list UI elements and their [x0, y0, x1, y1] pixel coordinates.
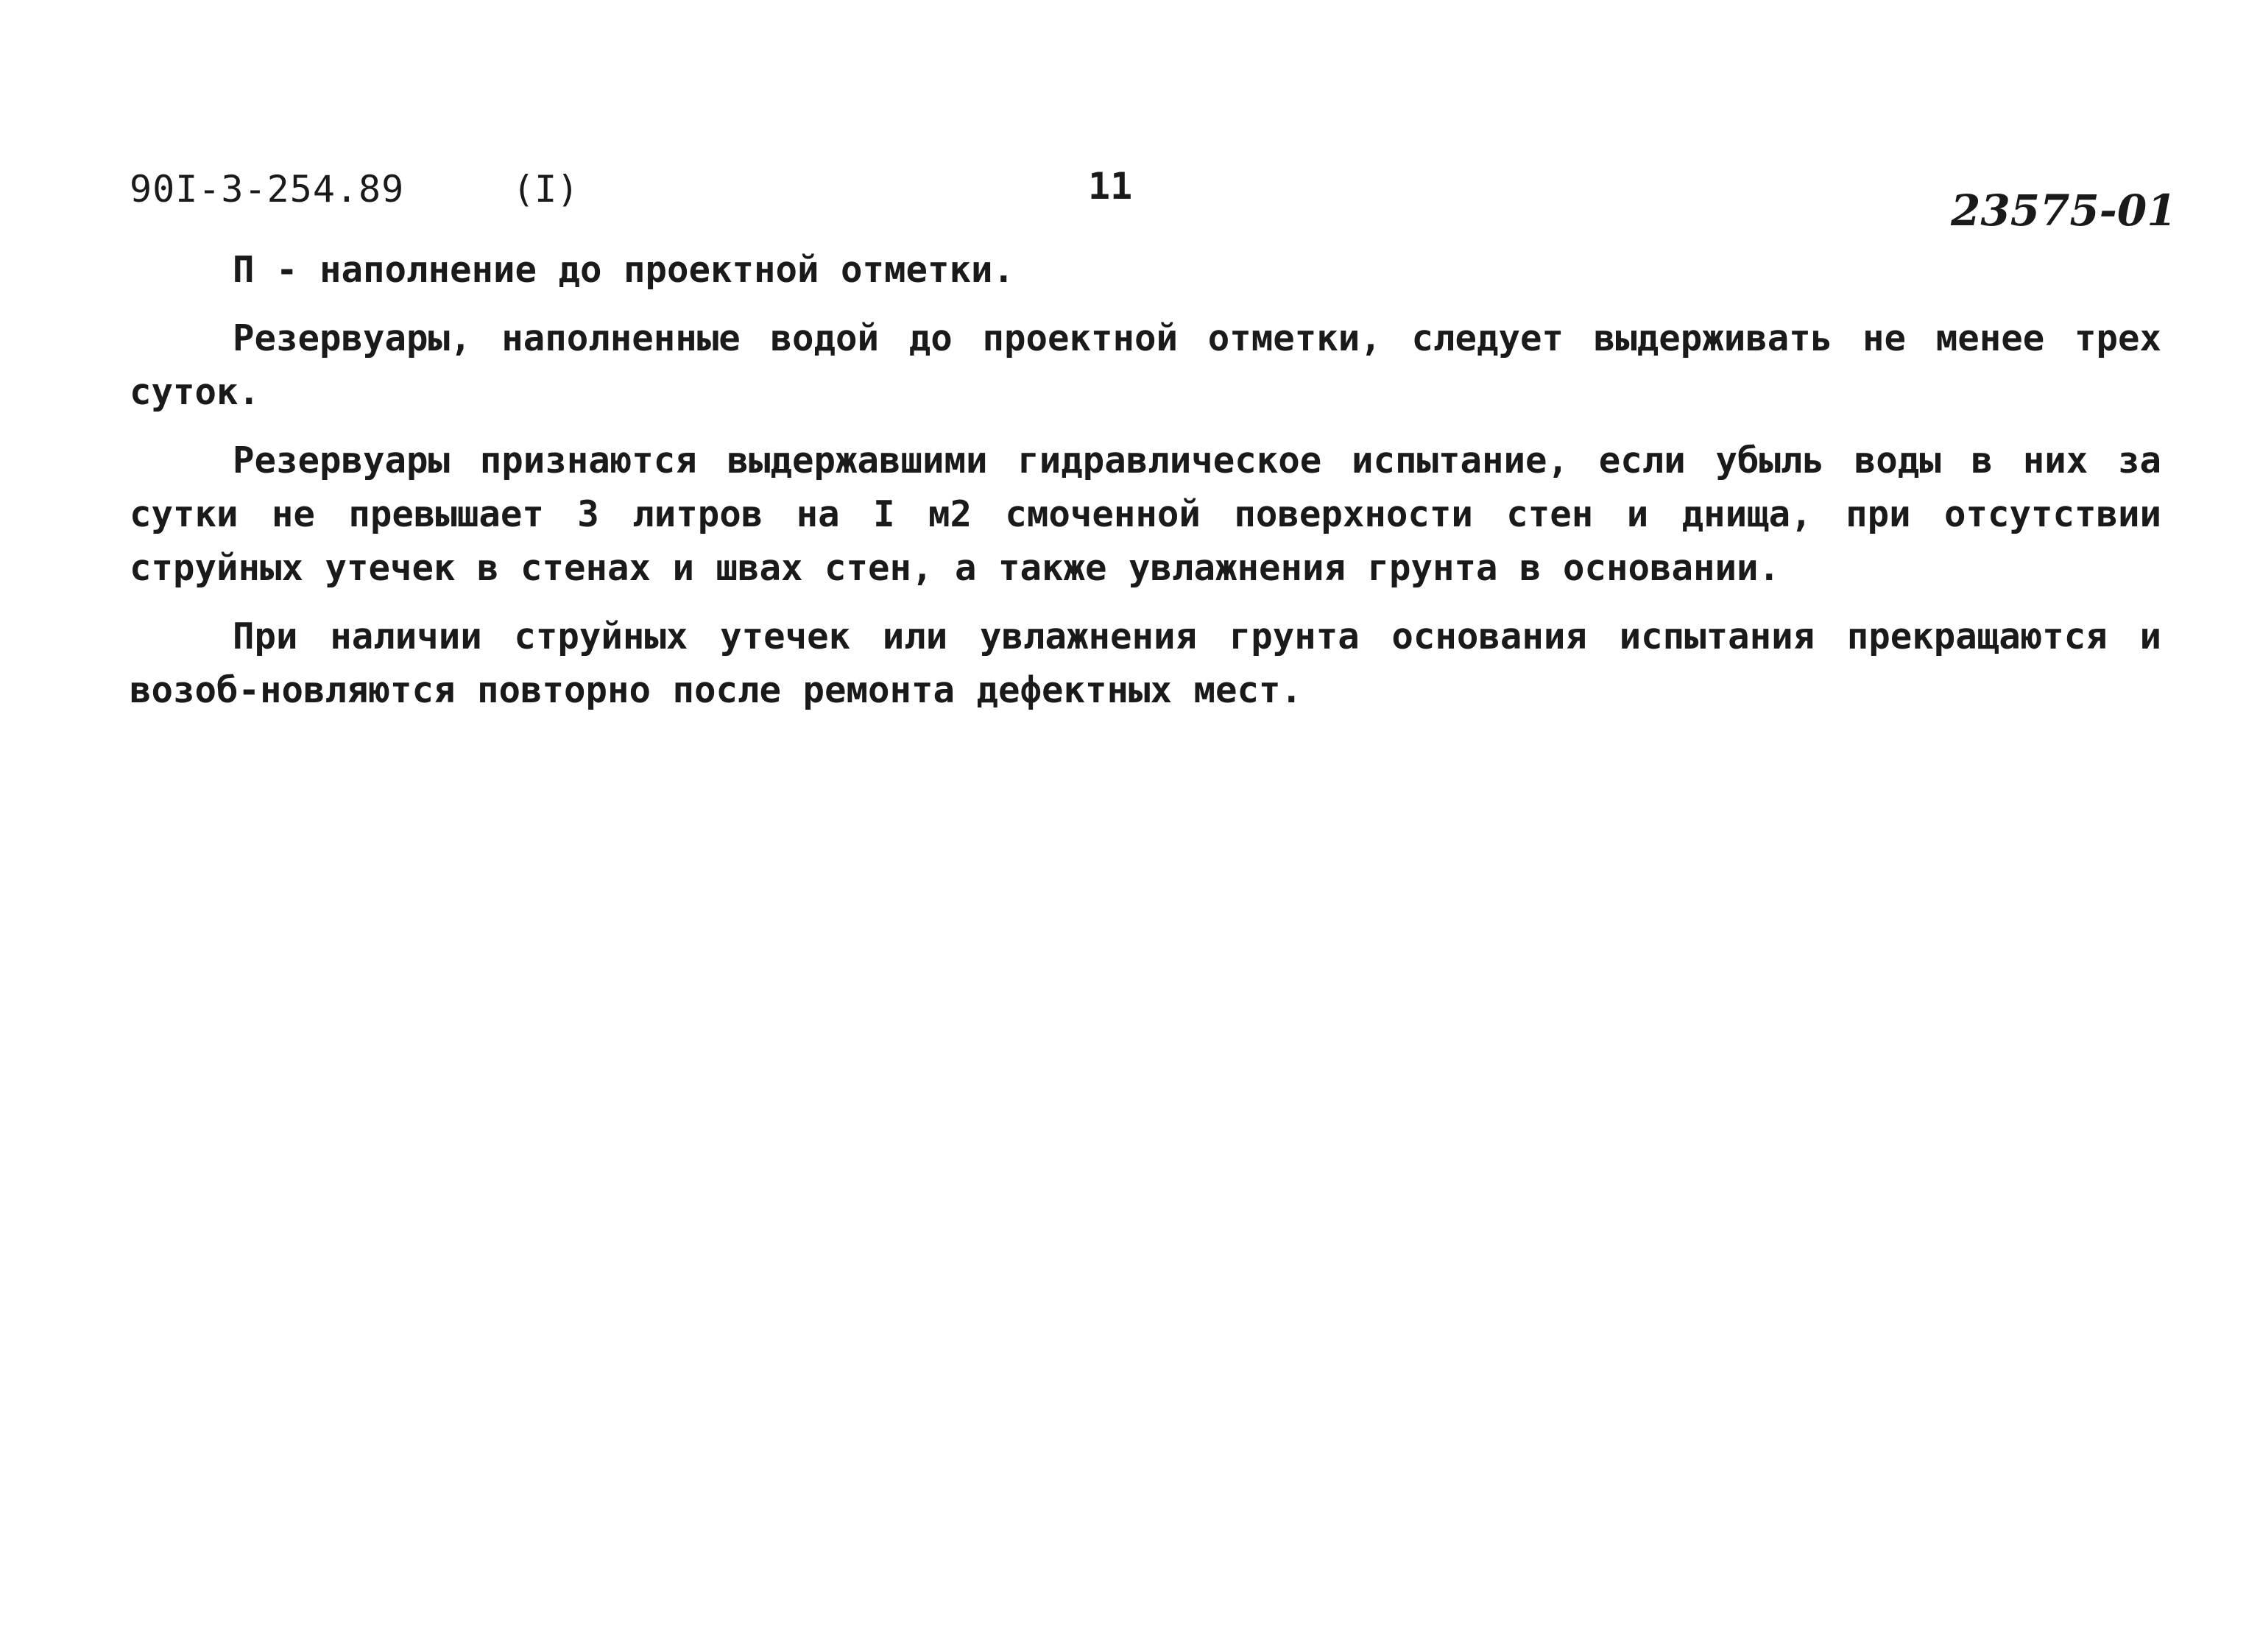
paragraph: При наличии струйных утечек или увлажнения грунта основания испытания прекращаются и возоб-новляются повторно после ремонта дефектных мест. — [130, 615, 2161, 711]
paragraph: П - наполнение до проектной отметки. — [233, 249, 1015, 291]
paragraph: Резервуары, наполненные водой до проектной отметки, следует выдерживать не менее трех суток. — [130, 317, 2161, 413]
inventory-number: 23575-01 — [1951, 186, 2177, 236]
body-text — [130, 243, 2161, 732]
document-part: (I) — [512, 168, 579, 211]
paragraph: Резервуары признаются выдержавшими гидравлическое испытание, если убыль воды в них за сутки не превышает 3 литров на I м2 смоченной поверхности стен и днища, при отсутствии струйных утечек в стенах и швах стен, а также увлажнения грунта в основании. — [130, 440, 2161, 589]
document-code: 90I-3-254.89 — [130, 168, 405, 211]
page-header — [0, 165, 2260, 236]
page-number: 11 — [1088, 165, 1133, 208]
